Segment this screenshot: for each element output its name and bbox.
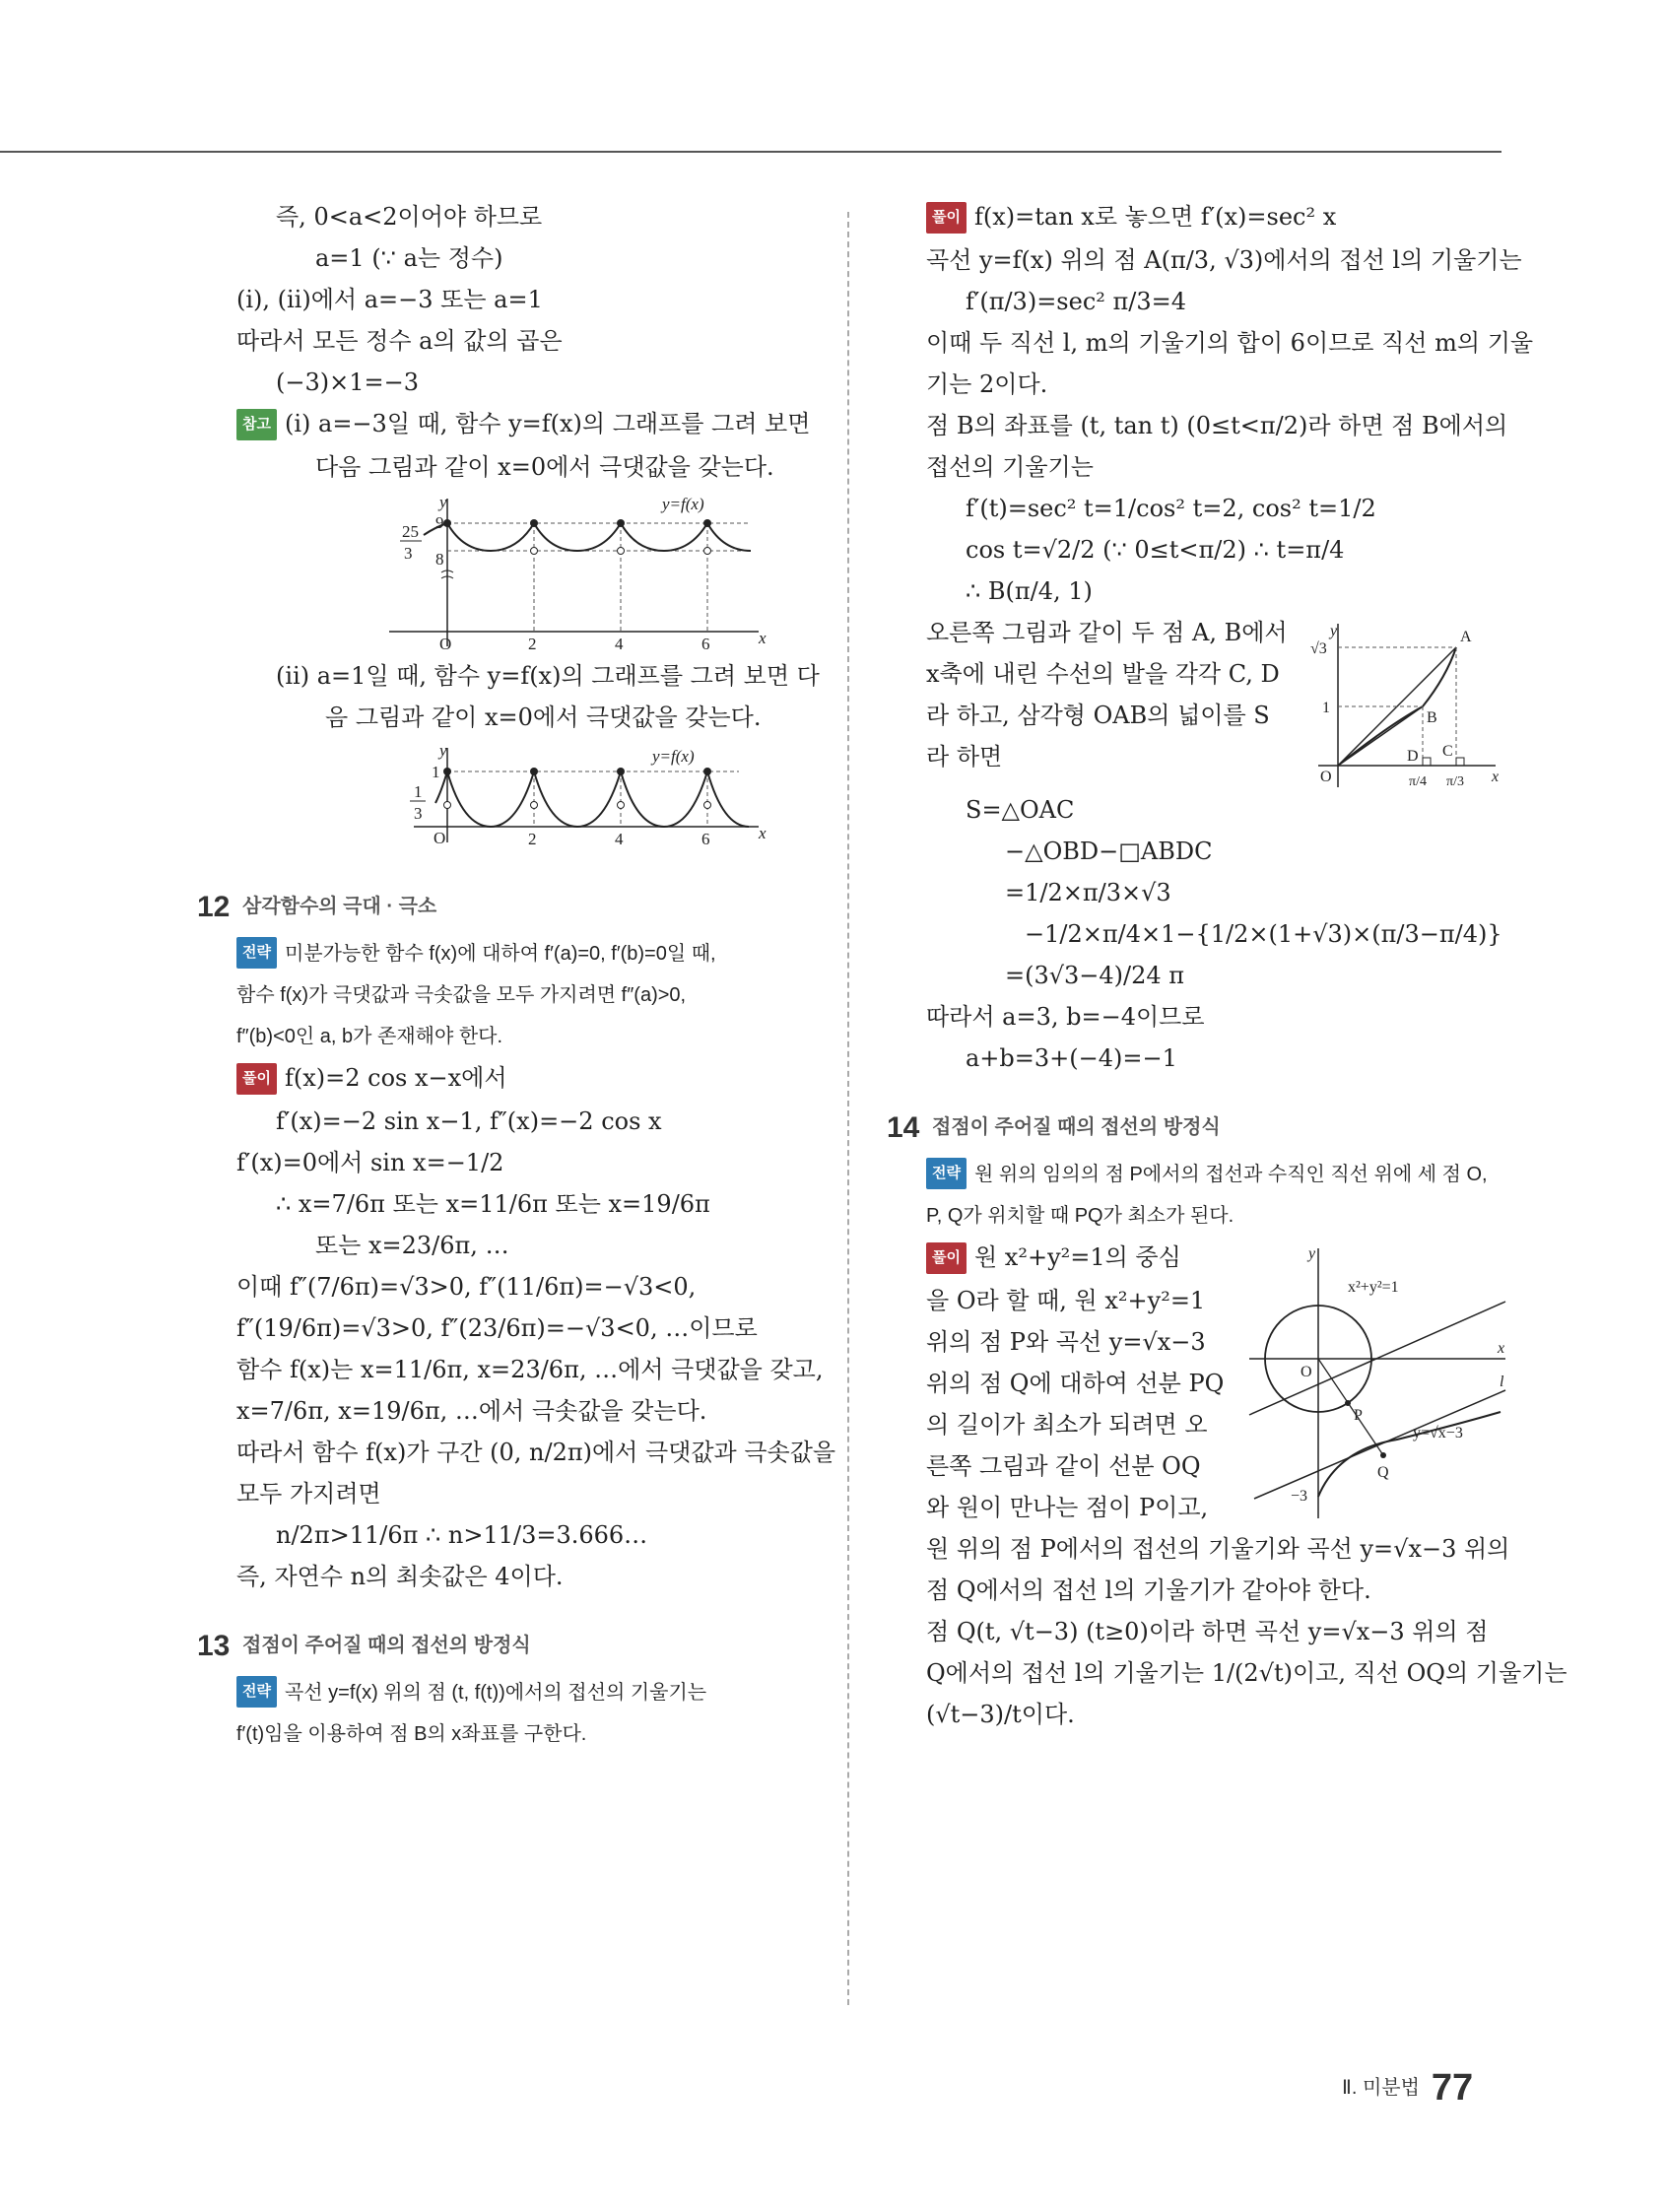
point-label: C (1442, 743, 1453, 760)
solution-tag: 풀이 (926, 202, 967, 234)
function-label: y=f(x) (652, 747, 695, 766)
line-label: l (1500, 1374, 1504, 1390)
text-line: f′(t)=sec² t=1/cos² t=2, cos² t=1/2 (966, 495, 1376, 522)
point-label: B (1427, 709, 1437, 726)
x-tick-label: 4 (615, 635, 624, 651)
y-axis-label: y (439, 494, 447, 511)
origin-label: O (434, 829, 446, 847)
strategy-tag: 전략 (236, 937, 277, 969)
frac-num: 1 (414, 782, 423, 801)
section-title: 접점이 주어질 때의 접선의 방정식 (242, 1635, 531, 1656)
text-line: P, Q가 위치할 때 PQ가 최소가 된다. (926, 1205, 1234, 1227)
text-line: 따라서 a=3, b=−4이므로 (926, 1003, 1205, 1031)
y-tick-label: 1 (1322, 700, 1330, 716)
point-label: P (1354, 1407, 1363, 1424)
circle-label: x²+y²=1 (1348, 1279, 1399, 1296)
text-line: x축에 내린 수선의 발을 각각 C, D (926, 660, 1280, 688)
text-line: 오른쪽 그림과 같이 두 점 A, B에서 (926, 619, 1288, 646)
x-tick-label: 2 (528, 635, 537, 651)
text-line: 위의 점 P와 곡선 y=√x−3 (926, 1328, 1206, 1356)
x-tick-label: 6 (701, 830, 710, 848)
text-line: 따라서 함수 f(x)가 구간 (0, n/2π)에서 극댓값과 극솟값을 (236, 1439, 836, 1466)
text-line: 음 그림과 같이 x=0에서 극댓값을 갖는다. (325, 704, 762, 731)
origin-label: O (1320, 769, 1332, 785)
text-line: 접선의 기울기는 (926, 453, 1094, 481)
text-line: 라 하고, 삼각형 OAB의 넓이를 S (926, 702, 1270, 729)
text-line: 을 O라 할 때, 원 x²+y²=1 (926, 1287, 1206, 1314)
strategy-tag: 전략 (926, 1158, 967, 1189)
text-line: ∴ B(π/4, 1) (966, 577, 1093, 605)
text-line: a=1 (∵ a는 정수) (315, 244, 503, 272)
text-line: 와 원이 만나는 점이 P이고, (926, 1494, 1209, 1521)
graph-circle-sqrt (1230, 1242, 1515, 1528)
strategy-tag: 전략 (236, 1676, 277, 1708)
x-axis-label: x (759, 824, 767, 842)
text-line: =1/2×π/3×√3 (1005, 879, 1171, 906)
text-line: a+b=3+(−4)=−1 (966, 1044, 1177, 1072)
origin-label: O (1301, 1364, 1312, 1380)
x-axis-label: x (1492, 769, 1500, 785)
frac-den: 3 (404, 544, 413, 563)
section-13-header (197, 1629, 828, 1662)
solution-tag: 풀이 (926, 1242, 967, 1274)
solution-tag: 풀이 (236, 1063, 277, 1095)
y-axis-label: y (439, 744, 447, 760)
x-tick-label: π/3 (1446, 774, 1464, 789)
origin-label: O (439, 635, 452, 651)
y-tick-label: 9 (435, 513, 444, 532)
solution-line: 풀이 f(x)=2 cos x−x에서 (236, 1063, 828, 1095)
text-line: 곡선 y=f(x) 위의 점 A(π/3, √3)에서의 접선 l의 기울기는 (926, 246, 1522, 274)
text-line: 따라서 모든 정수 a의 값의 곱은 (236, 327, 563, 355)
x-tick-label: 4 (615, 830, 624, 848)
top-rule (0, 151, 1501, 153)
solution-line: 풀이 원 x²+y²=1의 중심 (926, 1242, 1222, 1274)
graph-case-a-minus3 (266, 494, 778, 651)
chapter-label: Ⅱ. 미분법 (1342, 2077, 1420, 2099)
text-line: (ⅱ) a=1일 때, 함수 y=f(x)의 그래프를 그려 보면 다 (276, 662, 820, 690)
text-line: f′(t)임을 이용하여 점 B의 x좌표를 구한다. (236, 1723, 587, 1745)
strategy-line: 전략 원 위의 임의의 점 P에서의 접선과 수직인 직선 위에 세 점 O, (926, 1158, 1517, 1189)
text-line: 의 길이가 최소가 되려면 오 (926, 1411, 1208, 1439)
text-line: 원 위의 점 P에서의 접선의 기울기와 곡선 y=√x−3 위의 (926, 1535, 1510, 1563)
graph-tan-triangle (1299, 618, 1505, 795)
text-line: f″(19/6π)=√3>0, f″(23/6π)=−√3<0, …이므로 (236, 1314, 758, 1342)
section-number: 14 (887, 1111, 920, 1144)
section-title: 삼각함수의 극대 · 극소 (242, 896, 437, 917)
right-column (887, 202, 1568, 1741)
page-footer (1342, 2067, 1473, 2110)
text-line: 점 B의 좌표를 (t, tan t) (0≤t<π/2)라 하면 점 B에서의 (926, 412, 1508, 439)
y-tick-label: −3 (1291, 1488, 1308, 1505)
frac-num: 25 (402, 522, 419, 541)
text-line: 위의 점 Q에 대하여 선분 PQ (926, 1370, 1225, 1397)
section-12-header (197, 890, 828, 923)
figure-row (926, 1242, 1517, 1534)
text-line: f″(b)<0인 a, b가 존재해야 한다. (236, 1026, 503, 1047)
point-label: Q (1377, 1464, 1389, 1481)
text-line: −1/2×π/4×1−{1/2×(1+√3)×(π/3−π/4)} (1025, 920, 1502, 948)
text-line: x=7/6π, x=19/6π, …에서 극솟값을 갖는다. (236, 1397, 707, 1425)
y-tick-label: √3 (1310, 640, 1327, 657)
page-number: 77 (1431, 2067, 1474, 2109)
left-column (197, 202, 836, 1761)
point-label: A (1460, 629, 1472, 645)
text-line: n/2π>11/6π ∴ n>11/3=3.666… (276, 1521, 648, 1549)
x-tick-label: 6 (701, 635, 710, 651)
text-line: 기는 2이다. (926, 370, 1048, 398)
text-line: 라 하면 (926, 743, 1003, 771)
point-label: D (1407, 748, 1419, 765)
strategy-line: 전략 곡선 y=f(x) 위의 점 (t, f(t))에서의 접선의 기울기는 (236, 1676, 828, 1708)
y-axis-label: y (1330, 623, 1338, 639)
text-line: 점 Q(t, √t−3) (t≥0)이라 하면 곡선 y=√x−3 위의 점 (926, 1618, 1489, 1645)
text-line: f′(x)=−2 sin x−1, f″(x)=−2 cos x (276, 1107, 662, 1135)
strategy-line: 전략 미분가능한 함수 f(x)에 대하여 f′(a)=0, f′(b)=0일 때, (236, 937, 828, 969)
text-line: =(3√3−4)/24 π (1005, 962, 1185, 989)
section-number: 12 (197, 891, 231, 923)
x-axis-label: x (1498, 1340, 1505, 1357)
y-tick-label: 1 (432, 763, 440, 781)
graph-case-a-1 (266, 744, 778, 852)
x-axis-label: x (759, 629, 767, 647)
text-line: cos t=√2/2 (∵ 0≤t<π/2) ∴ t=π/4 (966, 536, 1345, 564)
text-line: f′(x)=0에서 sin x=−1/2 (236, 1149, 504, 1176)
text-line: S=△OAC (966, 796, 1075, 824)
text-line: 다음 그림과 같이 x=0에서 극댓값을 갖는다. (315, 453, 774, 481)
text-line: 즉, 0<a<2이어야 하므로 (276, 203, 543, 231)
text-line: Q에서의 접선 l의 기울기는 1/(2√t)이고, 직선 OQ의 기울기는 (926, 1659, 1568, 1687)
text-line: 모두 가지려면 (236, 1480, 381, 1508)
x-tick-label: π/4 (1409, 774, 1427, 789)
figure-row (926, 618, 1517, 795)
text-line: −△OBD−□ABDC (1005, 838, 1213, 865)
text-line: f′(π/3)=sec² π/3=4 (966, 288, 1187, 315)
section-number: 13 (197, 1630, 231, 1662)
reference-line: 참고 (ⅰ) a=−3일 때, 함수 y=f(x)의 그래프를 그려 보면 (236, 409, 828, 440)
text-line: 이때 f″(7/6π)=√3>0, f″(11/6π)=−√3<0, (236, 1273, 697, 1301)
text-line: 함수 f(x)가 극댓값과 극솟값을 모두 가지려면 f″(a)>0, (236, 984, 687, 1006)
section-14-header (887, 1110, 1517, 1144)
column-divider (847, 212, 849, 2005)
text-line: (−3)×1=−3 (276, 369, 419, 396)
function-label: y=f(x) (662, 495, 704, 513)
text-line: 또는 x=23/6π, … (315, 1232, 509, 1259)
reference-tag: 참고 (236, 409, 277, 440)
y-axis-label: y (1308, 1245, 1316, 1262)
x-tick-label: 2 (528, 830, 537, 848)
curve-label: y=√x−3 (1413, 1425, 1463, 1441)
solution-line: 풀이 f(x)=tan x로 놓으면 f′(x)=sec² x (926, 202, 1517, 234)
text-line: 이때 두 직선 l, m의 기울기의 합이 6이므로 직선 m의 기울 (926, 329, 1534, 357)
y-tick-label: 8 (435, 550, 444, 569)
text-line: 른쪽 그림과 같이 선분 OQ (926, 1452, 1201, 1480)
text-line: 함수 f(x)는 x=11/6π, x=23/6π, …에서 극댓값을 갖고, (236, 1356, 824, 1383)
text-line: ∴ x=7/6π 또는 x=11/6π 또는 x=19/6π (276, 1190, 710, 1218)
frac-den: 3 (414, 804, 423, 823)
text-line: (ⅰ), (ⅱ)에서 a=−3 또는 a=1 (236, 286, 543, 313)
text-line: 점 Q에서의 접선 l의 기울기가 같아야 한다. (926, 1576, 1371, 1604)
text-line: 즉, 자연수 n의 최솟값은 4이다. (236, 1563, 564, 1590)
text-line: (√t−3)/t이다. (926, 1701, 1075, 1728)
section-title: 접점이 주어질 때의 접선의 방정식 (932, 1116, 1221, 1138)
